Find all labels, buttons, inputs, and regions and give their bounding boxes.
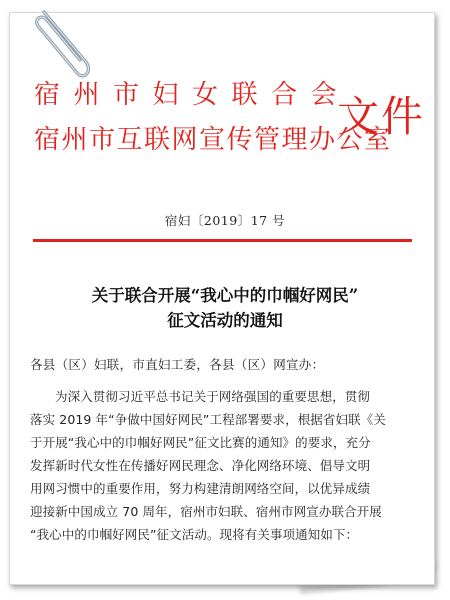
document-body bbox=[30, 355, 420, 546]
paragraph-line: 落实 2019 年“争做中国好网民”工程部署要求，根据省妇联《关 bbox=[30, 412, 386, 427]
issuer-line-2: 宿州市互联网宣传管理办公室 bbox=[34, 125, 392, 155]
paragraph-line: “我心中的巾帼好网民”征文活动。现将有关事项通知如下： bbox=[30, 527, 359, 542]
addressee-line: 各县（区）妇联，市直妇工委，各县（区）网宣办： bbox=[30, 357, 325, 372]
paragraph-line: 为深入贯彻习近平总书记关于网络强国的重要思想，贯彻 bbox=[55, 389, 371, 404]
document-type-label: 文件 bbox=[337, 92, 426, 141]
document-title-line-1: 关于联合开展“我心中的巾帼好网民” bbox=[91, 286, 359, 305]
paragraph-line: 用网习惯中的重要作用，努力构建清朗网络空间，以优异成绩 bbox=[30, 481, 371, 496]
paragraph-line: 发挥新时代女性在传播好网民理念、净化网络环境、倡导文明 bbox=[30, 458, 371, 473]
paragraph-line: 迎接新中国成立 70 周年，宿州市妇联、宿州市网宣办联合开展 bbox=[30, 504, 382, 519]
document-header bbox=[0, 62, 450, 172]
paragraph-line: 于开展“我心中的巾帼好网民”征文比赛的通知》的要求，充分 bbox=[30, 435, 371, 450]
red-divider-line bbox=[33, 239, 412, 242]
document-number: 宿妇〔2019〕17 号 bbox=[164, 213, 286, 228]
document-title-line-2: 征文活动的通知 bbox=[167, 311, 283, 330]
issuer-line-1: 宿州市妇女联合会 bbox=[34, 80, 351, 110]
